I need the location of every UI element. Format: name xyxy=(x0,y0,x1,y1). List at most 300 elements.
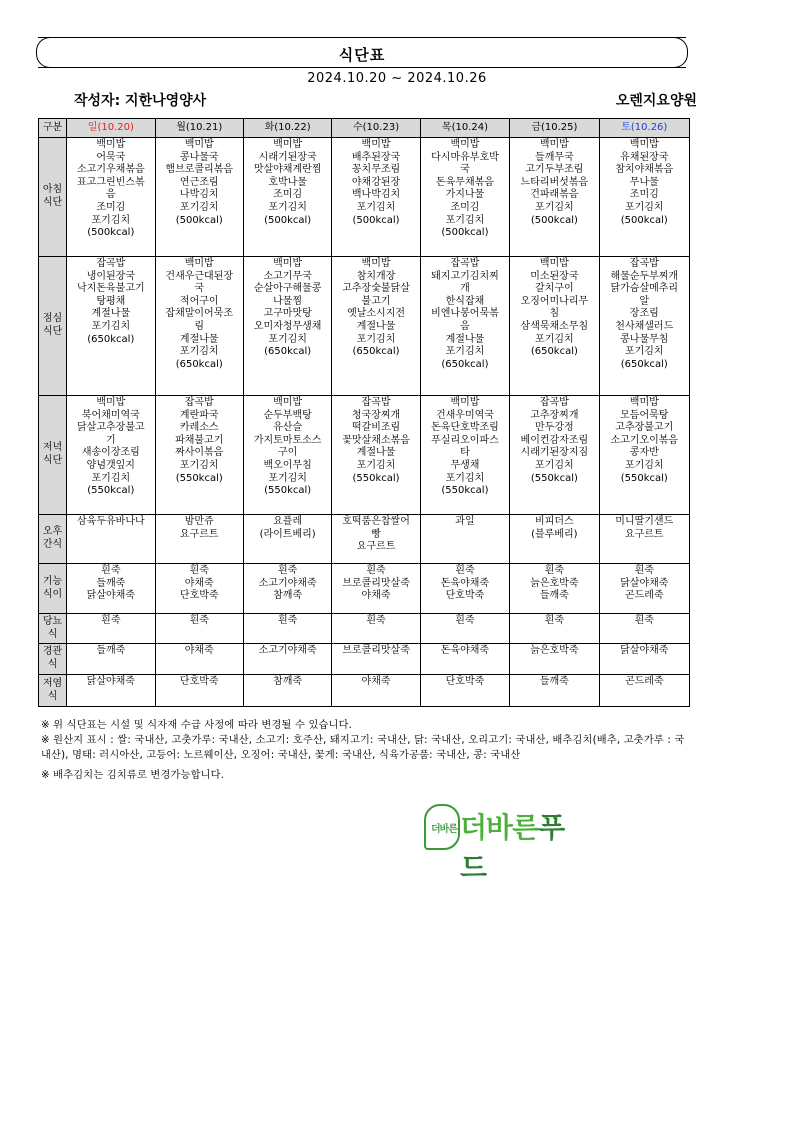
menu-item: 들깨죽 xyxy=(96,577,126,589)
menu-item: 카레소스 xyxy=(179,422,219,434)
menu-item: 건파래볶음 xyxy=(530,189,579,201)
menu-item: (650kcal) xyxy=(530,346,578,358)
menu-item: 흰죽 xyxy=(455,615,475,626)
menu-item: 연근조림 xyxy=(179,176,219,188)
menu-item: 포기김치 xyxy=(268,201,307,213)
menu-cell xyxy=(510,515,599,564)
menu-cell xyxy=(599,138,689,257)
menu-item: 순살아구해물콩 xyxy=(253,283,322,295)
menu-item: 다시마유부호박 xyxy=(431,151,499,163)
page-title: 식단표 xyxy=(338,46,386,64)
menu-item: 잡채말이어묵조 xyxy=(165,308,234,320)
menu-item: 과일 xyxy=(455,516,475,527)
menu-item: 돈육무채볶음 xyxy=(435,176,494,188)
menu-item: 파채불고기 xyxy=(175,434,224,446)
menu-item: 적어구이 xyxy=(179,295,219,307)
menu-item: 포기김치 xyxy=(91,472,131,484)
menu-cell xyxy=(243,515,331,564)
menu-item: 잡곡밥 xyxy=(450,258,480,269)
menu-item: (550kcal) xyxy=(87,485,135,497)
menu-item: 고추장찌개 xyxy=(530,409,579,421)
menu-item: 삼색묵채소무침 xyxy=(520,320,589,332)
menu-cell xyxy=(599,614,689,644)
menu-item: 닭살야채죽 xyxy=(86,676,135,687)
menu-item: (500kcal) xyxy=(264,214,312,226)
menu-item: (500kcal) xyxy=(441,227,489,239)
menu-cell xyxy=(420,644,509,675)
meal-label xyxy=(39,396,67,515)
menu-item: 들깨죽 xyxy=(539,676,569,687)
menu-item: 흰죽 xyxy=(366,615,386,626)
menu-item: 무나물 xyxy=(629,176,659,188)
menu-item: 미니딸기샌드 xyxy=(615,516,674,527)
menu-cell xyxy=(243,644,331,675)
menu-item: 무생채 xyxy=(450,459,480,471)
header-label: 구분 xyxy=(39,119,67,138)
menu-item: 참깨죽 xyxy=(273,590,303,602)
menu-cell xyxy=(243,675,331,707)
menu-item: 포기김치 xyxy=(445,346,485,358)
menu-item: 소고기우채볶음 xyxy=(77,164,145,176)
day-header-sun: 일(10.20) xyxy=(67,119,155,138)
menu-item: 떡갈비조림 xyxy=(351,422,401,434)
menu-item: 소고기무국 xyxy=(263,270,312,282)
logo-badge-text: 더바른 xyxy=(431,824,457,835)
menu-cell xyxy=(420,515,509,564)
menu-cell xyxy=(332,675,420,707)
meal-row-functional-diet xyxy=(39,564,690,614)
menu-cell xyxy=(599,257,689,396)
menu-cell xyxy=(243,564,331,614)
menu-item: 참깨죽 xyxy=(273,676,303,687)
menu-item: (650kcal) xyxy=(87,333,135,345)
menu-item: 백미밥 xyxy=(273,258,303,269)
menu-item: 요구르트 xyxy=(624,528,664,540)
note-origin: ※ 원산지 표시 : 쌀: 국내산, 고춧가루: 국내산, 소고기: 호주산, 돼지고기: 국내산, 닭: 국내산, 오리고기: 국내산, 배추김치(배추, 고춧가루 : 국내산), 명태: 러시아산, 고등어: 노르웨이산, 오징어: 국내산, 꽃게: 국내산, 식육가공품: 국내산, 콩: 국내산 xyxy=(41,735,685,761)
menu-item: 백미밥 xyxy=(450,397,480,408)
day-header-thu: 목(10.24) xyxy=(420,119,509,138)
menu-item: 요구르트 xyxy=(356,541,396,553)
menu-item: 흰죽 xyxy=(544,615,565,626)
menu-cell xyxy=(332,396,420,515)
menu-cell xyxy=(155,675,243,707)
menu-item: 계절나물 xyxy=(356,320,396,332)
meal-label-line: 저녁 xyxy=(42,442,63,454)
menu-item: 옛날소시지전 xyxy=(347,308,406,320)
menu-item: 늙은호박죽 xyxy=(530,577,579,589)
menu-item: (650kcal) xyxy=(441,358,489,370)
menu-item: 북어채미역국 xyxy=(81,409,140,421)
notes xyxy=(41,718,691,783)
menu-item: 포기김치 xyxy=(91,320,131,332)
menu-cell xyxy=(332,515,420,564)
menu-item: 포기김치 xyxy=(535,459,574,471)
menu-item: 만두강정 xyxy=(535,422,574,434)
menu-item: 소고기야채죽 xyxy=(258,645,317,656)
day-header-mon: 월(10.21) xyxy=(155,119,243,138)
menu-item: 백미밥 xyxy=(273,397,303,408)
note-kimchi: ※ 배추김치는 김치류로 변경가능합니다. xyxy=(41,770,225,781)
meal-row-low-sodium-diet xyxy=(39,675,690,707)
menu-cell xyxy=(332,644,420,675)
menu-item: 들깨무국 xyxy=(535,151,574,163)
menu-item: 알 xyxy=(639,295,650,307)
menu-item: 빵 xyxy=(371,528,381,540)
menu-item: 야채죽 xyxy=(361,676,391,687)
menu-item: 냉이된장국 xyxy=(86,270,135,282)
meal-label-line: 식단 xyxy=(42,455,63,466)
menu-item: 흰죽 xyxy=(101,565,121,576)
menu-item: 흰죽 xyxy=(366,565,386,576)
menu-item: 조미김 xyxy=(273,189,303,201)
menu-item: 포기김치 xyxy=(624,346,664,358)
menu-item: 탕평채 xyxy=(96,295,126,307)
menu-item: 비엔나봉어묵볶 xyxy=(431,308,499,320)
menu-cell xyxy=(510,396,599,515)
menu-cell xyxy=(420,614,509,644)
meal-label-line: 경관 xyxy=(42,646,63,658)
menu-item: (500kcal) xyxy=(87,227,135,239)
menu-cell xyxy=(420,138,509,257)
menu-item: 침 xyxy=(549,308,560,320)
header-row xyxy=(39,119,690,138)
menu-item: 들깨죽 xyxy=(96,645,126,656)
menu-item: 들깨죽 xyxy=(539,590,569,602)
day-header-sat: 토(10.26) xyxy=(599,119,689,138)
menu-item: 잡곡밥 xyxy=(96,258,126,269)
menu-cell xyxy=(67,675,155,707)
menu-item: 흰죽 xyxy=(455,565,475,576)
menu-cell xyxy=(155,644,243,675)
menu-item: 비피더스 xyxy=(535,516,574,527)
menu-item: 곤드레죽 xyxy=(624,676,664,687)
menu-item: 브로콜리맛살죽 xyxy=(342,577,410,589)
menu-item: 삼육두유바나나 xyxy=(77,516,145,527)
menu-item: (500kcal) xyxy=(620,214,668,226)
meal-label xyxy=(39,675,67,707)
menu-item: (650kcal) xyxy=(264,346,312,358)
menu-item: 느타리버섯볶음 xyxy=(520,176,589,188)
menu-item: 흰죽 xyxy=(101,615,121,626)
note-change: ※ 위 식단표는 시설 및 식자재 수급 사정에 따라 변경될 수 있습니다. xyxy=(41,720,353,731)
menu-item: 흰죽 xyxy=(189,615,209,626)
menu-item: 조미김 xyxy=(450,201,480,213)
meal-label xyxy=(39,515,67,564)
menu-item: 야채죽 xyxy=(361,590,391,602)
menu-item: 포기김치 xyxy=(535,333,574,345)
day-header-fri: 금(10.25) xyxy=(510,119,599,138)
menu-item: 백미밥 xyxy=(273,139,303,150)
menu-cell xyxy=(243,257,331,396)
menu-cell xyxy=(155,396,243,515)
menu-item: (500kcal) xyxy=(530,214,578,226)
menu-item: 고추장숯불닭살 xyxy=(342,283,410,295)
menu-item: 야채강된장 xyxy=(351,176,401,188)
meal-label-line: 식 xyxy=(47,628,58,640)
menu-item: 야채죽 xyxy=(184,645,214,656)
menu-item: 백미밥 xyxy=(96,397,126,408)
menu-item: 백미밥 xyxy=(539,139,569,150)
menu-item: 돈육야채죽 xyxy=(440,577,490,589)
menu-cell xyxy=(155,138,243,257)
menu-item: 포기김치 xyxy=(179,459,219,471)
menu-item: 청국장찌개 xyxy=(351,409,401,421)
menu-item: 닭살야채죽 xyxy=(86,590,135,602)
meal-row-lunch xyxy=(39,257,690,396)
meal-row-snack xyxy=(39,515,690,564)
menu-item: 포기김치 xyxy=(535,201,574,213)
meal-label-line: 간식 xyxy=(42,539,63,550)
menu-item: 건새우미역국 xyxy=(435,409,494,421)
menu-item: 백미밥 xyxy=(629,397,659,408)
menu-item: 단호박죽 xyxy=(179,590,219,602)
menu-item: 포기김치 xyxy=(268,472,307,484)
menu-item: (500kcal) xyxy=(352,214,400,226)
meal-label-line: 식 xyxy=(47,690,58,702)
menu-item: (라이트베리) xyxy=(259,528,316,540)
menu-item: 잡곡밥 xyxy=(539,397,569,408)
menu-item: 백오이무침 xyxy=(263,459,312,471)
menu-item: 한식잡채 xyxy=(445,295,485,307)
menu-item: 미소된장국 xyxy=(530,270,579,282)
menu-item: 음 xyxy=(460,320,470,332)
menu-item: 백미밥 xyxy=(629,139,659,150)
menu-item: 천사채샐러드 xyxy=(615,320,674,332)
menu-item: 단호박죽 xyxy=(445,590,485,602)
meal-label xyxy=(39,257,67,396)
menu-item: 구이 xyxy=(277,447,298,459)
menu-item: 햄브로콜리볶음 xyxy=(165,164,234,176)
menu-cell xyxy=(599,564,689,614)
menu-item: 브로콜리맛살죽 xyxy=(342,645,410,656)
menu-cell xyxy=(67,644,155,675)
menu-item: 순두부백탕 xyxy=(263,409,312,421)
menu-cell xyxy=(67,257,155,396)
menu-item: (550kcal) xyxy=(352,472,400,484)
menu-item: 갈치구이 xyxy=(535,283,574,295)
title-bar xyxy=(38,37,686,68)
menu-item: 참치야채볶음 xyxy=(615,164,674,176)
menu-item: 돈육단호박조림 xyxy=(431,422,499,434)
menu-item: 조미김 xyxy=(96,201,126,213)
author: 작성자: 지한나영양사 xyxy=(74,93,207,109)
menu-item: 장조림 xyxy=(629,308,659,320)
menu-cell xyxy=(332,257,420,396)
menu-item: 나박김치 xyxy=(179,189,219,201)
menu-item: 꽃맛살채소볶음 xyxy=(342,434,410,446)
date-range: 2024.10.20 ~ 2024.10.26 xyxy=(307,71,487,86)
menu-item: 콩나물무침 xyxy=(620,333,669,345)
menu-item: 포기김치 xyxy=(356,333,396,345)
menu-item: 호박나물 xyxy=(268,176,307,188)
menu-item: 배추된장국 xyxy=(351,151,401,163)
menu-item: 돈육야채죽 xyxy=(440,645,490,656)
menu-item: 참치개장 xyxy=(356,270,396,282)
menu-item: 계절나물 xyxy=(356,447,396,459)
meal-label xyxy=(39,138,67,257)
menu-item: 잡곡밥 xyxy=(361,397,391,408)
organization-name: 오렌지요양원 xyxy=(615,93,697,109)
menu-cell xyxy=(599,515,689,564)
menu-item: 요구르트 xyxy=(179,528,219,540)
menu-cell xyxy=(332,564,420,614)
menu-item: 요플레 xyxy=(273,516,303,527)
menu-item: 닭살야채죽 xyxy=(620,645,669,656)
menu-item: 백미밥 xyxy=(184,139,214,150)
menu-item: 백미밥 xyxy=(184,258,214,269)
meal-row-dinner xyxy=(39,396,690,515)
menu-cell xyxy=(420,257,509,396)
menu-item: 콩자반 xyxy=(629,447,659,459)
menu-cell xyxy=(243,138,331,257)
menu-item: 조미김 xyxy=(629,189,659,201)
meal-label xyxy=(39,614,67,644)
menu-item: 포기김치 xyxy=(356,459,396,471)
menu-item: 흰죽 xyxy=(634,615,654,626)
menu-cell xyxy=(420,564,509,614)
menu-item: 시래기된장국 xyxy=(258,151,317,163)
menu-item: 국 xyxy=(194,283,205,295)
menu-item: 백나박김치 xyxy=(351,189,401,201)
menu-item: 흰죽 xyxy=(544,565,565,576)
menu-cell xyxy=(243,396,331,515)
menu-item: 닭살야채죽 xyxy=(620,577,669,589)
menu-item: (650kcal) xyxy=(352,346,400,358)
day-header-tue: 화(10.22) xyxy=(243,119,331,138)
menu-cell xyxy=(155,614,243,644)
menu-item: 계란파국 xyxy=(179,409,219,421)
menu-item: 닭살고추장불고 xyxy=(77,422,145,434)
menu-item: 백미밥 xyxy=(361,258,391,269)
company-logo xyxy=(424,804,574,884)
meal-label-line: 점심 xyxy=(42,313,63,325)
menu-cell xyxy=(599,675,689,707)
menu-cell xyxy=(155,564,243,614)
menu-item: 포기김치 xyxy=(624,459,664,471)
menu-item: 국 xyxy=(460,164,470,176)
menu-item: 포기김치 xyxy=(445,472,485,484)
menu-item: (블루베리) xyxy=(531,528,578,540)
menu-item: (500kcal) xyxy=(175,214,223,226)
menu-item: 곤드레죽 xyxy=(624,590,664,602)
meal-label-line: 저염 xyxy=(42,677,63,689)
meal-label xyxy=(39,564,67,614)
menu-cell xyxy=(510,614,599,644)
menu-item: 나물찜 xyxy=(273,295,303,307)
menu-item: (650kcal) xyxy=(620,358,668,370)
menu-item: 베이컨감자조림 xyxy=(520,434,589,446)
menu-item: 고구마맛탕 xyxy=(263,308,312,320)
meal-label-line: 식 xyxy=(47,659,58,670)
menu-cell xyxy=(155,515,243,564)
meal-label xyxy=(39,644,67,675)
menu-item: 오징어미나리무 xyxy=(520,295,589,307)
menu-item: 표고그린빈스볶 xyxy=(77,176,145,188)
meal-label-line: 식단 xyxy=(42,326,63,337)
menu-item: 타 xyxy=(460,447,470,459)
menu-item: 호떡품은찹쌀어 xyxy=(342,516,410,527)
menu-item: 시래기된장지짐 xyxy=(520,447,589,459)
menu-cell xyxy=(332,138,420,257)
menu-item: 계절나물 xyxy=(445,333,485,345)
menu-item: 닭가슴살메추리 xyxy=(610,283,679,295)
menu-item: 개 xyxy=(460,283,470,295)
logo-wordmark xyxy=(460,806,574,886)
menu-item: 고기두부조림 xyxy=(525,164,584,176)
menu-item: (550kcal) xyxy=(175,472,223,484)
menu-item: 돼지고기김치찌 xyxy=(431,270,499,282)
menu-item: 불고기 xyxy=(361,295,391,307)
menu-cell xyxy=(510,257,599,396)
menu-item: 양념갯잎지 xyxy=(86,459,135,471)
menu-item: 맛살야채계란찜 xyxy=(253,164,322,176)
menu-item: 잡곡밥 xyxy=(184,397,214,408)
menu-item: (650kcal) xyxy=(175,358,223,370)
menu-item: 해물순두부찌개 xyxy=(610,270,679,282)
meal-row-diabetic-diet xyxy=(39,614,690,644)
menu-item: 건새우근대된장 xyxy=(165,270,234,282)
meal-label-line: 오후 xyxy=(42,526,63,538)
logo-word-main: 더바른 xyxy=(460,811,539,844)
menu-item: (550kcal) xyxy=(441,485,489,497)
menu-item: (550kcal) xyxy=(264,485,312,497)
menu-item: 소고기야채죽 xyxy=(258,577,317,589)
menu-table xyxy=(38,118,690,707)
menu-cell xyxy=(510,644,599,675)
menu-item: 가지토마토소스 xyxy=(253,434,322,446)
meal-label-line: 기능 xyxy=(42,575,63,587)
menu-item: 백미밥 xyxy=(450,139,480,150)
menu-cell xyxy=(510,564,599,614)
meal-row-tube-feeding xyxy=(39,644,690,675)
logo-leaf-icon xyxy=(424,804,460,850)
menu-cell xyxy=(67,564,155,614)
menu-item: 포기김치 xyxy=(624,201,664,213)
menu-item: (550kcal) xyxy=(620,472,668,484)
menu-cell xyxy=(67,515,155,564)
menu-item: 포기김치 xyxy=(445,214,485,226)
menu-cell xyxy=(67,614,155,644)
meal-label-line: 식단 xyxy=(42,197,63,208)
menu-item: 새송이장조림 xyxy=(81,447,140,459)
menu-item: 늙은호박죽 xyxy=(530,645,579,656)
menu-item: 오미자청무생채 xyxy=(253,320,322,332)
menu-item: (550kcal) xyxy=(530,472,578,484)
menu-item: 흰죽 xyxy=(277,615,298,626)
menu-item: 백미밥 xyxy=(539,258,569,269)
menu-item: 포기김치 xyxy=(179,201,219,213)
menu-item: 모듬어묵탕 xyxy=(620,409,669,421)
menu-item: 가지나물 xyxy=(445,189,485,201)
menu-item: 소고기오이볶음 xyxy=(610,434,679,446)
menu-item: 유산슬 xyxy=(273,422,303,434)
menu-item: 고추장불고기 xyxy=(615,422,674,434)
menu-cell xyxy=(243,614,331,644)
menu-cell xyxy=(420,675,509,707)
menu-item: 푸실리오이파스 xyxy=(431,434,499,446)
day-header-wed: 수(10.23) xyxy=(332,119,420,138)
meal-label-line: 아침 xyxy=(42,184,63,196)
menu-item: 흰죽 xyxy=(634,565,654,576)
menu-cell xyxy=(67,396,155,515)
menu-item: 흰죽 xyxy=(189,565,209,576)
menu-item: 유채된장국 xyxy=(620,151,669,163)
menu-item: 낙지돈육불고기 xyxy=(77,283,145,295)
menu-cell xyxy=(599,396,689,515)
menu-item: 계절나물 xyxy=(179,333,219,345)
meal-row-breakfast xyxy=(39,138,690,257)
menu-item: 포기김치 xyxy=(91,214,131,226)
